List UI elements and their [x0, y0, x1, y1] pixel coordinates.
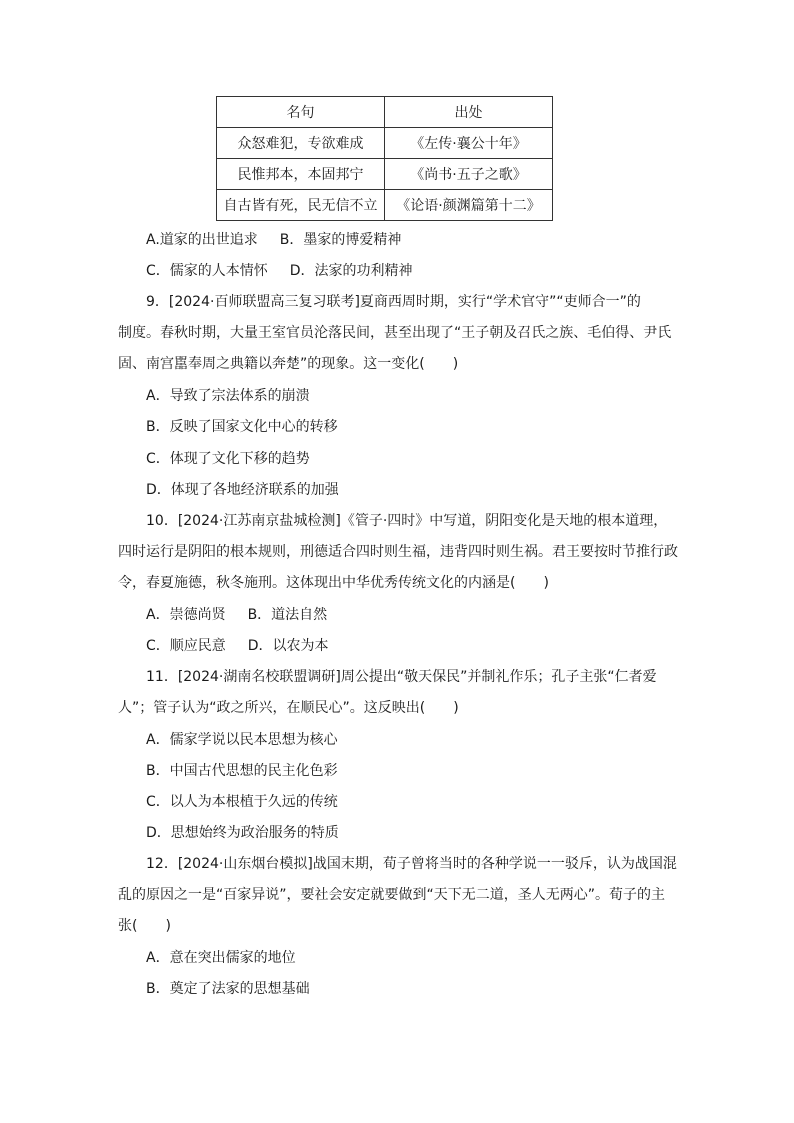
table-cell: 民惟邦本，本固邦宁	[217, 159, 385, 190]
q11-stem-line: 11．[2024·湖南名校联盟调研]周公提出“敬天保民”并制礼作乐；孔子主张“仁者爱	[146, 669, 657, 685]
q11-option-a: A．儒家学说以民本思想为核心	[146, 732, 338, 748]
q9-option-d: D．体现了各地经济联系的加强	[146, 482, 339, 498]
quote-source-table	[216, 96, 553, 221]
q10-options-row-2	[146, 636, 329, 656]
q11-option-c: C．以人为本根植于久远的传统	[146, 794, 338, 810]
q8-option-d: D．法家的功利精神	[289, 263, 413, 279]
q10-stem-line: 令，春夏施德，秋冬施刑。这体现出中华优秀传统文化的内涵是( )	[118, 575, 549, 591]
table-row	[217, 128, 553, 159]
q12-stem-line: 张( )	[118, 918, 171, 934]
table-cell: 自古皆有死，民无信不立	[217, 190, 385, 221]
q8-option-b: B．墨家的博爱精神	[279, 232, 402, 248]
table-cell: 《尚书·五子之歌》	[385, 159, 553, 190]
q8-option-a: A.道家的出世追求	[146, 232, 258, 248]
table-cell: 《左传·襄公十年》	[385, 128, 553, 159]
q10-options-row-1	[146, 605, 327, 625]
q9-stem-line: 制度。春秋时期，大量王室官员沦落民间，甚至出现了“王子朝及召氏之族、毛伯得、尹氏	[118, 325, 672, 341]
q12-stem-line: 乱的原因之一是“百家异说”，要社会安定就要做到“天下无二道，圣人无两心”。荀子的主	[118, 887, 666, 903]
q11-option-b: B．中国古代思想的民主化色彩	[146, 763, 338, 779]
q12-option-a: A．意在突出儒家的地位	[146, 950, 296, 966]
q10-option-d: D．以农为本	[247, 638, 329, 654]
table-row	[217, 190, 553, 221]
q8-options-row-1	[146, 230, 401, 250]
q9-stem-line: 固、南宫嚚奉周之典籍以奔楚”的现象。这一变化( )	[118, 356, 459, 372]
q10-stem-line: 四时运行是阴阳的根本规则，刑德适合四时则生福，违背四时则生祸。君王要按时节推行政	[118, 544, 678, 560]
q9-option-c: C．体现了文化下移的趋势	[146, 451, 310, 467]
table-header-row	[217, 97, 553, 128]
q10-option-b: B．道法自然	[247, 607, 328, 623]
table-cell: 《论语·颜渊篇第十二》	[385, 190, 553, 221]
table-header-cell: 名句	[217, 97, 385, 128]
q10-option-c: C．顺应民意	[146, 638, 226, 654]
table-row	[217, 159, 553, 190]
q8-option-c: C．儒家的人本情怀	[146, 263, 268, 279]
table-cell: 众怒难犯，专欲难成	[217, 128, 385, 159]
q12-option-b: B．奠定了法家的思想基础	[146, 981, 310, 997]
q8-options-row-2	[146, 261, 413, 281]
q9-stem-line: 9．[2024·百师联盟高三复习联考]夏商西周时期，实行“学术官守”“吏师合一”的	[146, 294, 641, 310]
q11-option-d: D．思想始终为政治服务的特质	[146, 825, 339, 841]
table-header-cell: 出处	[385, 97, 553, 128]
q10-option-a: A．崇德尚贤	[146, 607, 226, 623]
q12-stem-line: 12．[2024·山东烟台模拟]战国末期，荀子曾将当时的各种学说一一驳斥，认为战国混	[146, 856, 677, 872]
q11-stem-line: 人”；管子认为“政之所兴，在顺民心”。这反映出( )	[118, 700, 459, 716]
q10-stem-line: 10．[2024·江苏南京盐城检测]《管子·四时》中写道，阴阳变化是天地的根本道理，	[146, 513, 668, 529]
q9-option-a: A．导致了宗法体系的崩溃	[146, 388, 310, 404]
q9-option-b: B．反映了国家文化中心的转移	[146, 419, 338, 435]
